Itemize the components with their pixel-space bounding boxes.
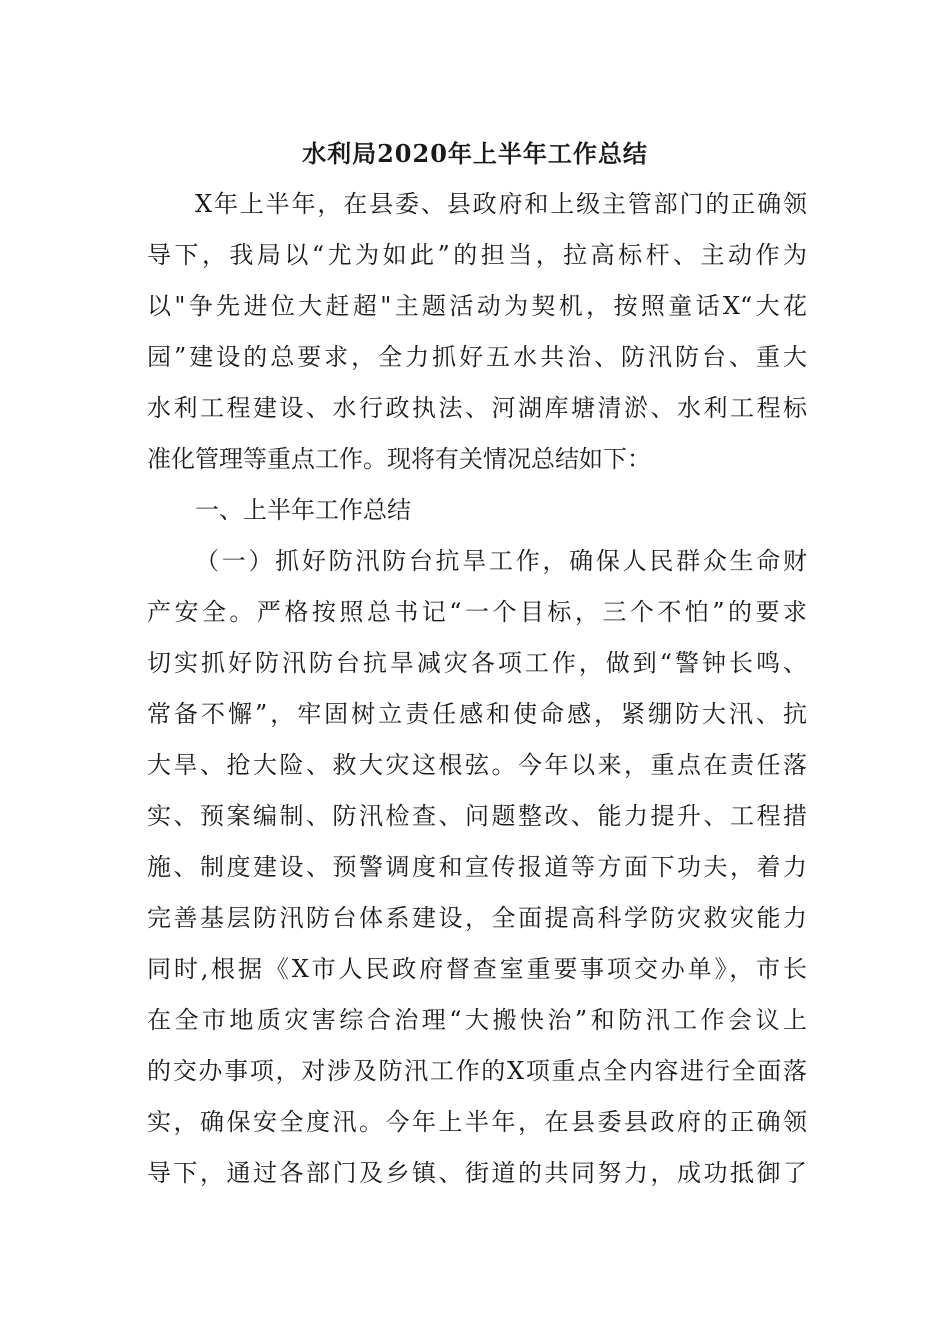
paragraph-line: 准化管理等重点工作。现将有关情况总结如下： [147,445,651,473]
paragraph-line: 实、预案编制、防汛检查、问题整改、能力提升、工程措 [147,802,807,830]
paragraph-line: 产安全。严格按照总书记“一个目标，三个不怕”的要求 [147,598,807,626]
paragraph-line: 完善基层防汛防台体系建设，全面提高科学防灾救灾能力 [147,904,807,932]
paragraph-line: X年上半年，在县委、县政府和上级主管部门的正确领 [195,190,807,218]
paragraph-line: 导下，通过各部门及乡镇、街道的共同努力，成功抵御了 [147,1159,807,1187]
paragraph-line: 切实抓好防汛防台抗旱减灾各项工作，做到“警钟长鸣、 [147,649,807,677]
paragraph-line: 大旱、抢大险、救大灾这根弦。今年以来，重点在责任落 [147,751,807,779]
paragraph-line: 同时,根据《X市人民政府督查室重要事项交办单》，市长 [147,955,807,983]
paragraph-line: 水利工程建设、水行政执法、河湖库塘清淤、水利工程标 [147,394,807,422]
paragraph-line: （一）抓好防汛防台抗旱工作，确保人民群众生命财 [195,547,807,575]
paragraph-line: 园”建设的总要求，全力抓好五水共治、防汛防台、重大 [147,343,807,371]
paragraph-line: 以"争先进位大赶超"主题活动为契机，按照童话X“大花 [147,292,807,320]
paragraph-line: 在全市地质灾害综合治理“大搬快治”和防汛工作会议上 [147,1006,807,1034]
paragraph-line: 常备不懈”，牢固树立责任感和使命感，紧绷防大汛、抗 [147,700,807,728]
paragraph-line: 导下，我局以“尤为如此”的担当，拉高标杆、主动作为 [147,241,807,269]
paragraph-line: 施、制度建设、预警调度和宣传报道等方面下功夫，着力 [147,853,807,881]
section-heading: 一、上半年工作总结 [195,496,411,524]
paragraph-line: 的交办事项，对涉及防汛工作的X项重点全内容进行全面落 [147,1057,807,1085]
paragraph-line: 实，确保安全度汛。今年上半年，在县委县政府的正确领 [147,1108,807,1136]
document-title: 水利局2020年上半年工作总结 [302,139,648,168]
